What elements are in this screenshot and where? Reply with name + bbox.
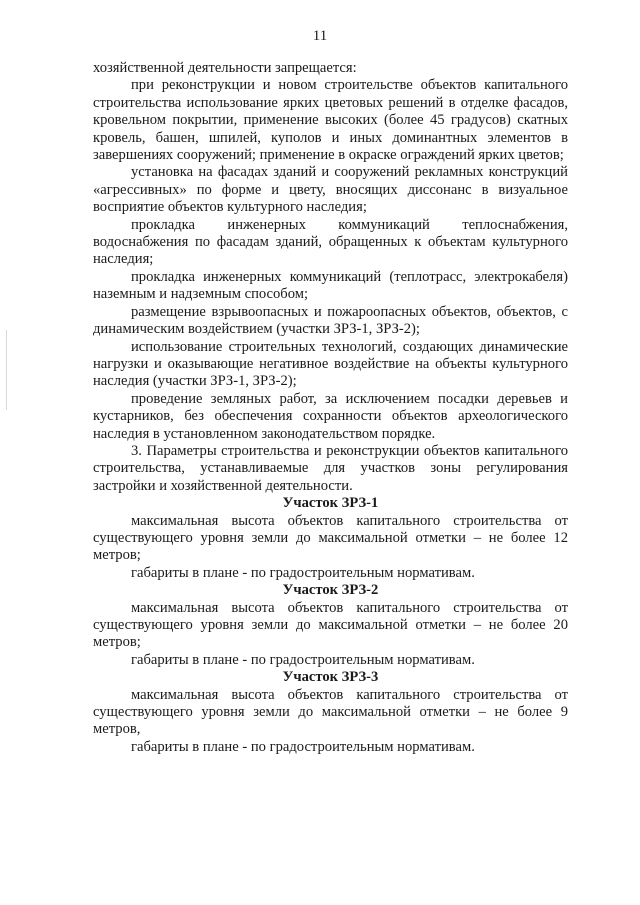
paragraph-prohibition-overground-utilities: прокладка инженерных коммуникаций (теплотрасс, электрокабеля) наземным и надземным способом; [93,268,568,303]
section-zrz-1 [93,495,568,582]
paragraph-prohibition-colors: при реконструкции и новом строительстве объектов капитального строительства использование ярких цветовых решений в отделке фасадов, кровельном покрытии, применение высоких (более 45 градусов) скатных кровель, башен, шпилей, куполов и иных доминантных элементов в завершениях сооружений; применение в окраске ограждений ярких цветов; [93,77,568,164]
paragraph-prohibition-facade-utilities: прокладка инженерных коммуникаций теплоснабжения, водоснабжения по фасадам зданий, обращенных к объектам культурного наследия; [93,216,568,268]
section-zrz-3 [93,669,568,756]
section-height-text: максимальная высота объектов капитального строительства от существующего уровня земли до максимальной отметки – не более 20 метров; [93,599,568,651]
paragraph-prohibition-dynamic-loads: использование строительных технологий, создающих динамические нагрузки и оказывающие негативное воздействие на объекты культурного наследия (участки ЗРЗ-1, ЗРЗ-2); [93,338,568,390]
section-dimensions-text: габариты в плане - по градостроительным нормативам. [131,651,475,668]
page-number: 11 [312,28,328,44]
section-zrz-2 [93,582,568,669]
paragraph-intro: хозяйственной деятельности запрещается: [93,60,357,76]
section-height-text: максимальная высота объектов капитального строительства от существующего уровня земли до максимальной отметки – не более 12 метров; [93,512,568,564]
section-dimensions-text: габариты в плане - по градостроительным нормативам. [131,564,475,581]
paragraph-prohibition-hazardous-objects: размещение взрывоопасных и пожароопасных объектов, объектов, с динамическим воздействием (участки ЗРЗ-1, ЗРЗ-2); [93,303,568,338]
section-heading: Участок ЗРЗ-2 [282,582,379,599]
paragraph-prohibition-advertising: установка на фасадах зданий и сооружений рекламных конструкций «агрессивных» по форме и цвету, вносящих диссонанс в визуальное восприятие объектов культурного наследия; [93,164,568,216]
paragraph-parameters-intro: 3. Параметры строительства и реконструкции объектов капитального строительства, устанавливаемые для участков зоны регулирования застройки и хозяйственной деятельности. [93,442,568,494]
section-heading: Участок ЗРЗ-1 [282,495,379,512]
scan-edge-mark [6,330,7,410]
section-heading: Участок ЗРЗ-3 [282,669,379,686]
section-dimensions-text: габариты в плане - по градостроительным нормативам. [131,738,475,755]
section-height-text: максимальная высота объектов капитального строительства от существующего уровня земли до максимальной отметки – не более 9 метров, [93,686,568,738]
paragraph-prohibition-earthworks: проведение земляных работ, за исключением посадки деревьев и кустарников, без обеспечения сохранности объектов археологического наследия в установленном законодательством порядке. [93,390,568,442]
document-body [93,60,568,756]
